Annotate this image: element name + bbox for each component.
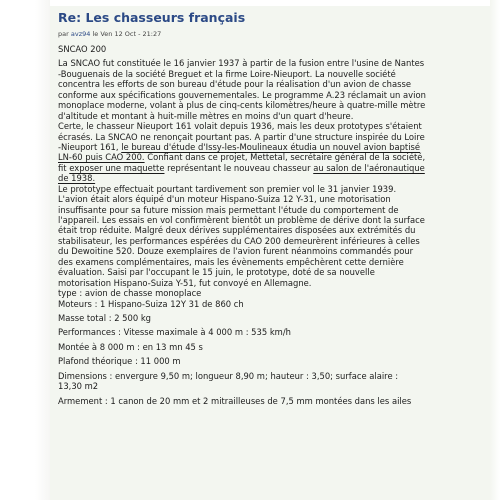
post-author-link[interactable]: avz94 [70, 30, 91, 38]
text-line: stabilisateur, les performances espérées du CAO 200 demeurèrent inférieures à celles [58, 235, 420, 246]
text-line: 13,30 m2 [58, 381, 99, 392]
text-line: type : avion de chasse monoplace [58, 288, 202, 299]
page-edge [490, 0, 500, 500]
underlined-text: LN-60 puis CAO 200. [58, 152, 145, 163]
text-line [58, 142, 490, 152]
text-segment: -Nieuport 161, [58, 141, 122, 152]
byline-date: le Ven 12 Oct - 21:27 [92, 30, 162, 38]
text-line: Masse total : 2 500 kg [58, 312, 152, 323]
text-line: concentra les efforts de son bureau d'étude pour la réalisation d'un avion de chasse [58, 79, 411, 90]
text-line: L'avion était alors équipé d'un moteur Hispano-Suiza 12 Y-31, une motorisation [58, 194, 391, 205]
text-line: conforme aux spécifications gouvernementales. Le programme A.23 réclamait un avion [58, 89, 426, 100]
text-line: Le prototype effectuait pourtant tardivement son premier vol le 31 janvier 1939. [58, 183, 397, 194]
underlined-text: le bureau d'étude d'Issy-les-Moulineaux étudia un nouvel avion baptisé [121, 141, 421, 152]
underlined-text: au salon de l'aéronautique [313, 162, 425, 173]
text-line: Armement : 1 canon de 20 mm et 2 mitrailleuses de 7,5 mm montées dans les ailes [58, 395, 412, 406]
text-line: était trop réduite. Malgré deux dérives supplémentaires disposées aux extrémités du [58, 225, 416, 236]
text-line: monoplace moderne, volant à plus de cinq-cents kilomètres/heure à quatre-mille mètre [58, 100, 426, 111]
underlined-text: exposer une maquette [69, 162, 165, 173]
text-line [58, 163, 490, 173]
text-line: motorisation Hispano-Suiza Y-51, fut convoyé en Allemagne. [58, 277, 312, 288]
scan-margin [0, 0, 50, 500]
text-segment: fit [58, 162, 70, 173]
post-byline [58, 30, 161, 38]
text-line: Dimensions : envergure 9,50 m; longueur 8,90 m; hauteur : 3,50; surface alaire : [58, 370, 399, 381]
text-line: des examens complémentaires, mais les évènements empêchèrent cette dernière [58, 256, 404, 267]
byline-prefix: par [58, 30, 69, 38]
text-line: insuffisante pour sa future mission mais permettant l'étude du comportement de [58, 204, 399, 215]
text-line [58, 173, 490, 183]
post-title[interactable]: Re: Les chasseurs français [58, 10, 246, 25]
text-line: Performances : Vitesse maximale à 4 000 m : 535 km/h [58, 327, 291, 338]
text-line: La SNCAO fut constituée le 16 janvier 1937 à partir de la fusion entre l'usine de Nantes [58, 58, 425, 69]
text-line: SNCAO 200 [58, 44, 107, 54]
text-line: évaluation. Saisi par l'occupant le 15 juin, le prototype, doté de sa nouvelle [58, 267, 375, 278]
text-line: l'appareil. Les essais en vol confirmèrent bientôt un problème de dérive dont la surface [58, 215, 425, 225]
text-segment: représentant le nouveau chasseur [164, 162, 314, 173]
text-line: Plafond théorique : 11 000 m [58, 356, 181, 367]
text-line: Certe, le chasseur Nieuport 161 volait depuis 1936, mais les deux prototypes s'étaient [58, 121, 422, 132]
text-line [58, 152, 490, 162]
underlined-text: de 1938. [58, 173, 96, 184]
text-line: Montée à 8 000 m : en 13 mn 45 s [58, 341, 203, 352]
text-line: écrasés. La SNCAO ne renonçait pourtant pas. A partir d'une structure inspirée du Loire [58, 131, 425, 142]
text-line: -Bouguenais de la société Breguet et la firme Loire-Nieuport. La nouvelle société [58, 68, 396, 79]
text-line: du Dewoitine 520. Douze exemplaires de l'avion furent néanmoins commandés pour [58, 246, 414, 257]
text-segment: Confiant dans ce projet, Mettetal, secrétaire général de la société, [144, 152, 426, 163]
post-body [58, 44, 490, 406]
text-line: Moteurs : 1 Hispano-Suiza 12Y 31 de 860 ch [58, 298, 244, 309]
text-line: d'altitude et montant à huit-mille mètres en moins d'un quart d'heure. [58, 110, 354, 121]
